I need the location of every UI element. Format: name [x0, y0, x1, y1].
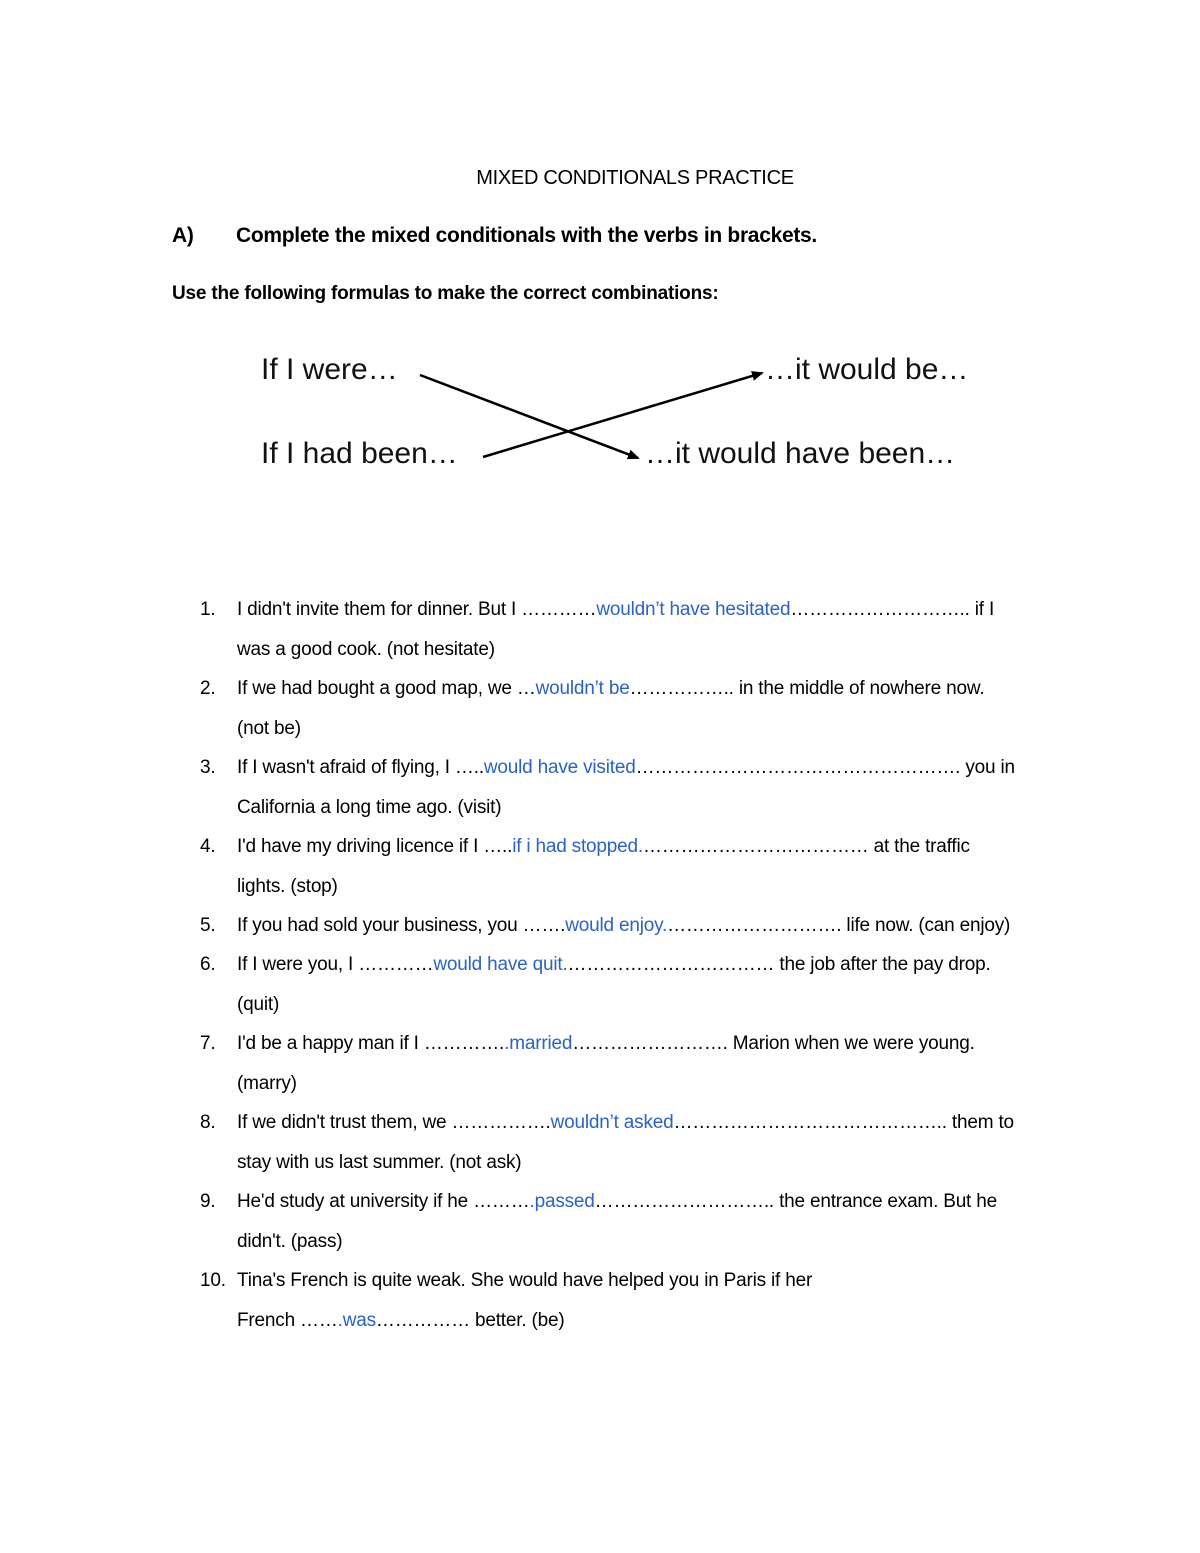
item-line: [237, 1024, 1060, 1064]
item-line: [237, 1064, 1060, 1104]
item-text-before: He'd study at university if he ………: [237, 1191, 530, 1212]
diagram-right-top: …it would be…: [765, 353, 969, 386]
item-continuation: (not be): [237, 717, 301, 739]
item-line: [237, 827, 1060, 867]
item-answer: wouldn’t have hesitated: [596, 599, 791, 620]
item-line: [237, 590, 1060, 630]
intro-text: Use the following formulas to make the correct combinations:: [172, 283, 719, 304]
item-line: [237, 1182, 1060, 1222]
item-answer: .was: [337, 1309, 376, 1331]
item-continuation: stay with us last summer. (not ask): [237, 1151, 522, 1173]
item-text-after: …………….. in the middle of nowhere now.: [629, 678, 985, 699]
item-text: [237, 906, 1060, 946]
item-line: [237, 1143, 1060, 1183]
item-number: 2.: [200, 678, 216, 699]
item-line: [237, 709, 1060, 749]
item-number: 6.: [200, 954, 216, 975]
item-answer: would have visited: [483, 757, 636, 778]
item-answer: wouldn’t be: [535, 678, 630, 699]
item-text-before: If we had bought a good map, we …: [237, 678, 536, 699]
item-line: [237, 788, 1060, 828]
item-number: 1.: [200, 599, 216, 620]
item-continuation: California a long time ago. (visit): [237, 796, 502, 818]
item-line: [237, 945, 1060, 985]
item-text-before: If I were you, I …………: [237, 954, 434, 975]
item-answer: wouldn’t asked: [550, 1112, 674, 1133]
item-line: [237, 985, 1060, 1025]
item-answer: .passed: [529, 1191, 595, 1212]
item-text-after: …………………………………….. them to: [673, 1112, 1014, 1133]
diagram-left-bottom: If I had been…: [261, 437, 458, 470]
item-text: [237, 827, 1060, 906]
item-text: [237, 1103, 1060, 1182]
item-text-before: Tina's French is quite weak. She would have helped you in Paris if her: [237, 1270, 813, 1291]
item-continuation: lights. (stop): [237, 875, 338, 897]
item-text-before: If we didn't trust them, we …………….: [237, 1112, 551, 1133]
item-text-after: ……………………….. the entrance exam. But he: [594, 1191, 997, 1212]
section-letter: A): [172, 224, 194, 247]
item-answer: would have quit.: [433, 954, 568, 975]
item-text-before: I'd be a happy man if I ………….: [237, 1033, 505, 1054]
item-text: [237, 590, 1060, 669]
item-line: [237, 867, 1060, 907]
item-text: [237, 1261, 1060, 1340]
exercise-item: [200, 590, 1060, 669]
item-number: 10.: [200, 1270, 226, 1291]
exercise-item: [200, 945, 1060, 1024]
item-number: 5.: [200, 915, 216, 936]
item-text: [237, 1182, 1060, 1261]
item-text-before: If you had sold your business, you …….: [237, 915, 566, 936]
item-continuation: didn't. (pass): [237, 1230, 343, 1252]
item-text-after: ……………………………… at the traffic: [642, 836, 970, 857]
exercise-item: [200, 1024, 1060, 1103]
item-number: 9.: [200, 1191, 216, 1212]
exercise-item: [200, 669, 1060, 748]
exercise-item: [200, 906, 1060, 946]
section-a-heading: [172, 224, 817, 248]
item-continuation: (quit): [237, 993, 280, 1015]
item-text-after: …………………………… the job after the pay drop.: [567, 954, 991, 975]
item-line: [237, 669, 1060, 709]
item-number: 8.: [200, 1112, 216, 1133]
item-text-after: ……………………………………………. you in: [635, 757, 1015, 778]
item-text-before: French ……: [237, 1309, 338, 1331]
item-text: [237, 669, 1060, 748]
exercise-item: [200, 1261, 1060, 1340]
item-answer: if i had stopped.: [512, 836, 643, 857]
item-number: 4.: [200, 836, 216, 857]
item-line: [237, 1301, 1060, 1341]
item-text: [237, 945, 1060, 1024]
item-text-before: If I wasn't afraid of flying, I …..: [237, 757, 484, 778]
diagram-right-bottom: …it would have been…: [645, 437, 956, 470]
item-text-after: ……………………….. if I: [790, 599, 995, 620]
section-instruction: Complete the mixed conditionals with the verbs in brackets.: [236, 224, 817, 247]
diagram-left-top: If I were…: [261, 353, 398, 386]
item-text-after: ………………………. life now. (can enjoy): [667, 915, 1011, 936]
page-title: MIXED CONDITIONALS PRACTICE: [476, 167, 794, 189]
item-continuation: (marry): [237, 1072, 297, 1094]
item-line: [237, 748, 1060, 788]
item-text-before: I'd have my driving licence if I …..: [237, 836, 513, 857]
item-text: [237, 748, 1060, 827]
item-text: [237, 1024, 1060, 1103]
item-answer: would enjoy.: [565, 915, 668, 936]
item-line: [237, 906, 1060, 946]
item-line: [237, 1222, 1060, 1262]
item-line: [237, 1261, 1060, 1301]
item-text-after: …………… better. (be): [375, 1309, 565, 1331]
conditionals-diagram: [240, 340, 1020, 480]
exercise-item: [200, 1103, 1060, 1182]
exercise-item: [200, 827, 1060, 906]
exercise-item: [200, 748, 1060, 827]
item-number: 7.: [200, 1033, 216, 1054]
item-text-after: ……………………. Marion when we were young.: [572, 1033, 975, 1054]
item-text-before: I didn't invite them for dinner. But I …………: [237, 599, 597, 620]
exercise-item: [200, 1182, 1060, 1261]
item-continuation: was a good cook. (not hesitate): [237, 638, 495, 660]
item-answer: .married: [504, 1033, 573, 1054]
item-number: 3.: [200, 757, 216, 778]
item-line: [237, 1103, 1060, 1143]
item-line: [237, 630, 1060, 670]
